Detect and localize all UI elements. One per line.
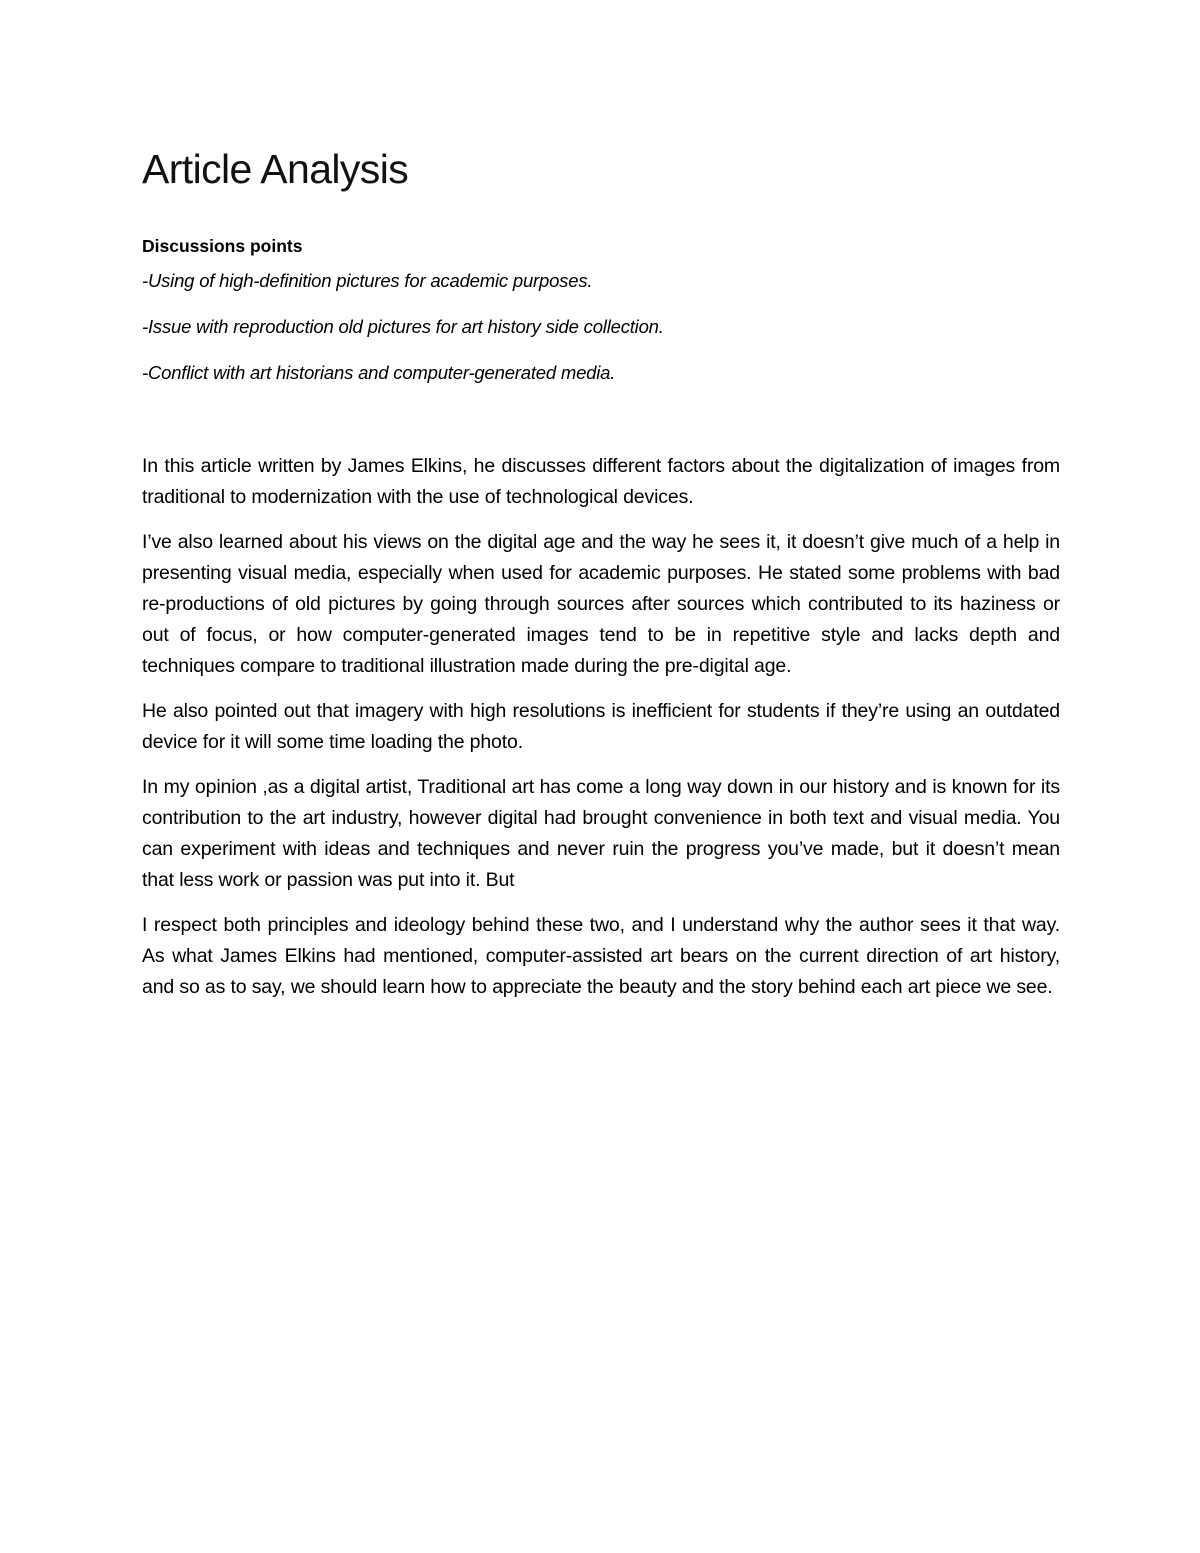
document-content bbox=[142, 140, 1060, 1017]
body-paragraph: He also pointed out that imagery with high resolutions is inefficient for students if they’re using an outdated device for it will some time loading the photo. bbox=[142, 700, 1060, 753]
body-paragraph: I’ve also learned about his views on the digital age and the way he sees it, it doesn’t give much of a help in presenting visual media, especially when used for academic purposes. He stated some problems with bad re-productions of old pictures by going through sources after sources which contributed to its haziness or out of focus, or how computer-generated images tend to be in repetitive style and lacks depth and techniques compare to traditional illustration made during the pre-digital age. bbox=[142, 531, 1060, 677]
body-paragraph: In this article written by James Elkins, he discusses different factors about the digitalization of images from traditional to modernization with the use of technological devices. bbox=[142, 455, 1060, 508]
discussion-points-heading: Discussions points bbox=[142, 236, 303, 256]
discussion-points-list bbox=[142, 269, 1060, 385]
discussion-point: -Issue with reproduction old pictures for art history side collection. bbox=[142, 316, 664, 337]
discussion-point: -Using of high-definition pictures for academic purposes. bbox=[142, 270, 593, 291]
discussion-point: -Conflict with art historians and computer-generated media. bbox=[142, 362, 616, 383]
document-title: Article Analysis bbox=[142, 146, 409, 192]
body-paragraph: In my opinion ,as a digital artist, Traditional art has come a long way down in our history and is known for its contribution to the art industry, however digital had brought convenience in both text and visual media. You can experiment with ideas and techniques and never ruin the progress you’ve made, but it doesn’t mean that less work or passion was put into it. But bbox=[142, 776, 1060, 891]
analysis-body bbox=[142, 451, 1060, 1003]
discussion-points-section bbox=[142, 234, 1060, 385]
body-paragraph: I respect both principles and ideology behind these two, and I understand why the author sees it that way. As what James Elkins had mentioned, computer-assisted art bears on the current direction of art history, and so as to say, we should learn how to appreciate the beauty and the story behind each art piece we see. bbox=[142, 914, 1060, 998]
